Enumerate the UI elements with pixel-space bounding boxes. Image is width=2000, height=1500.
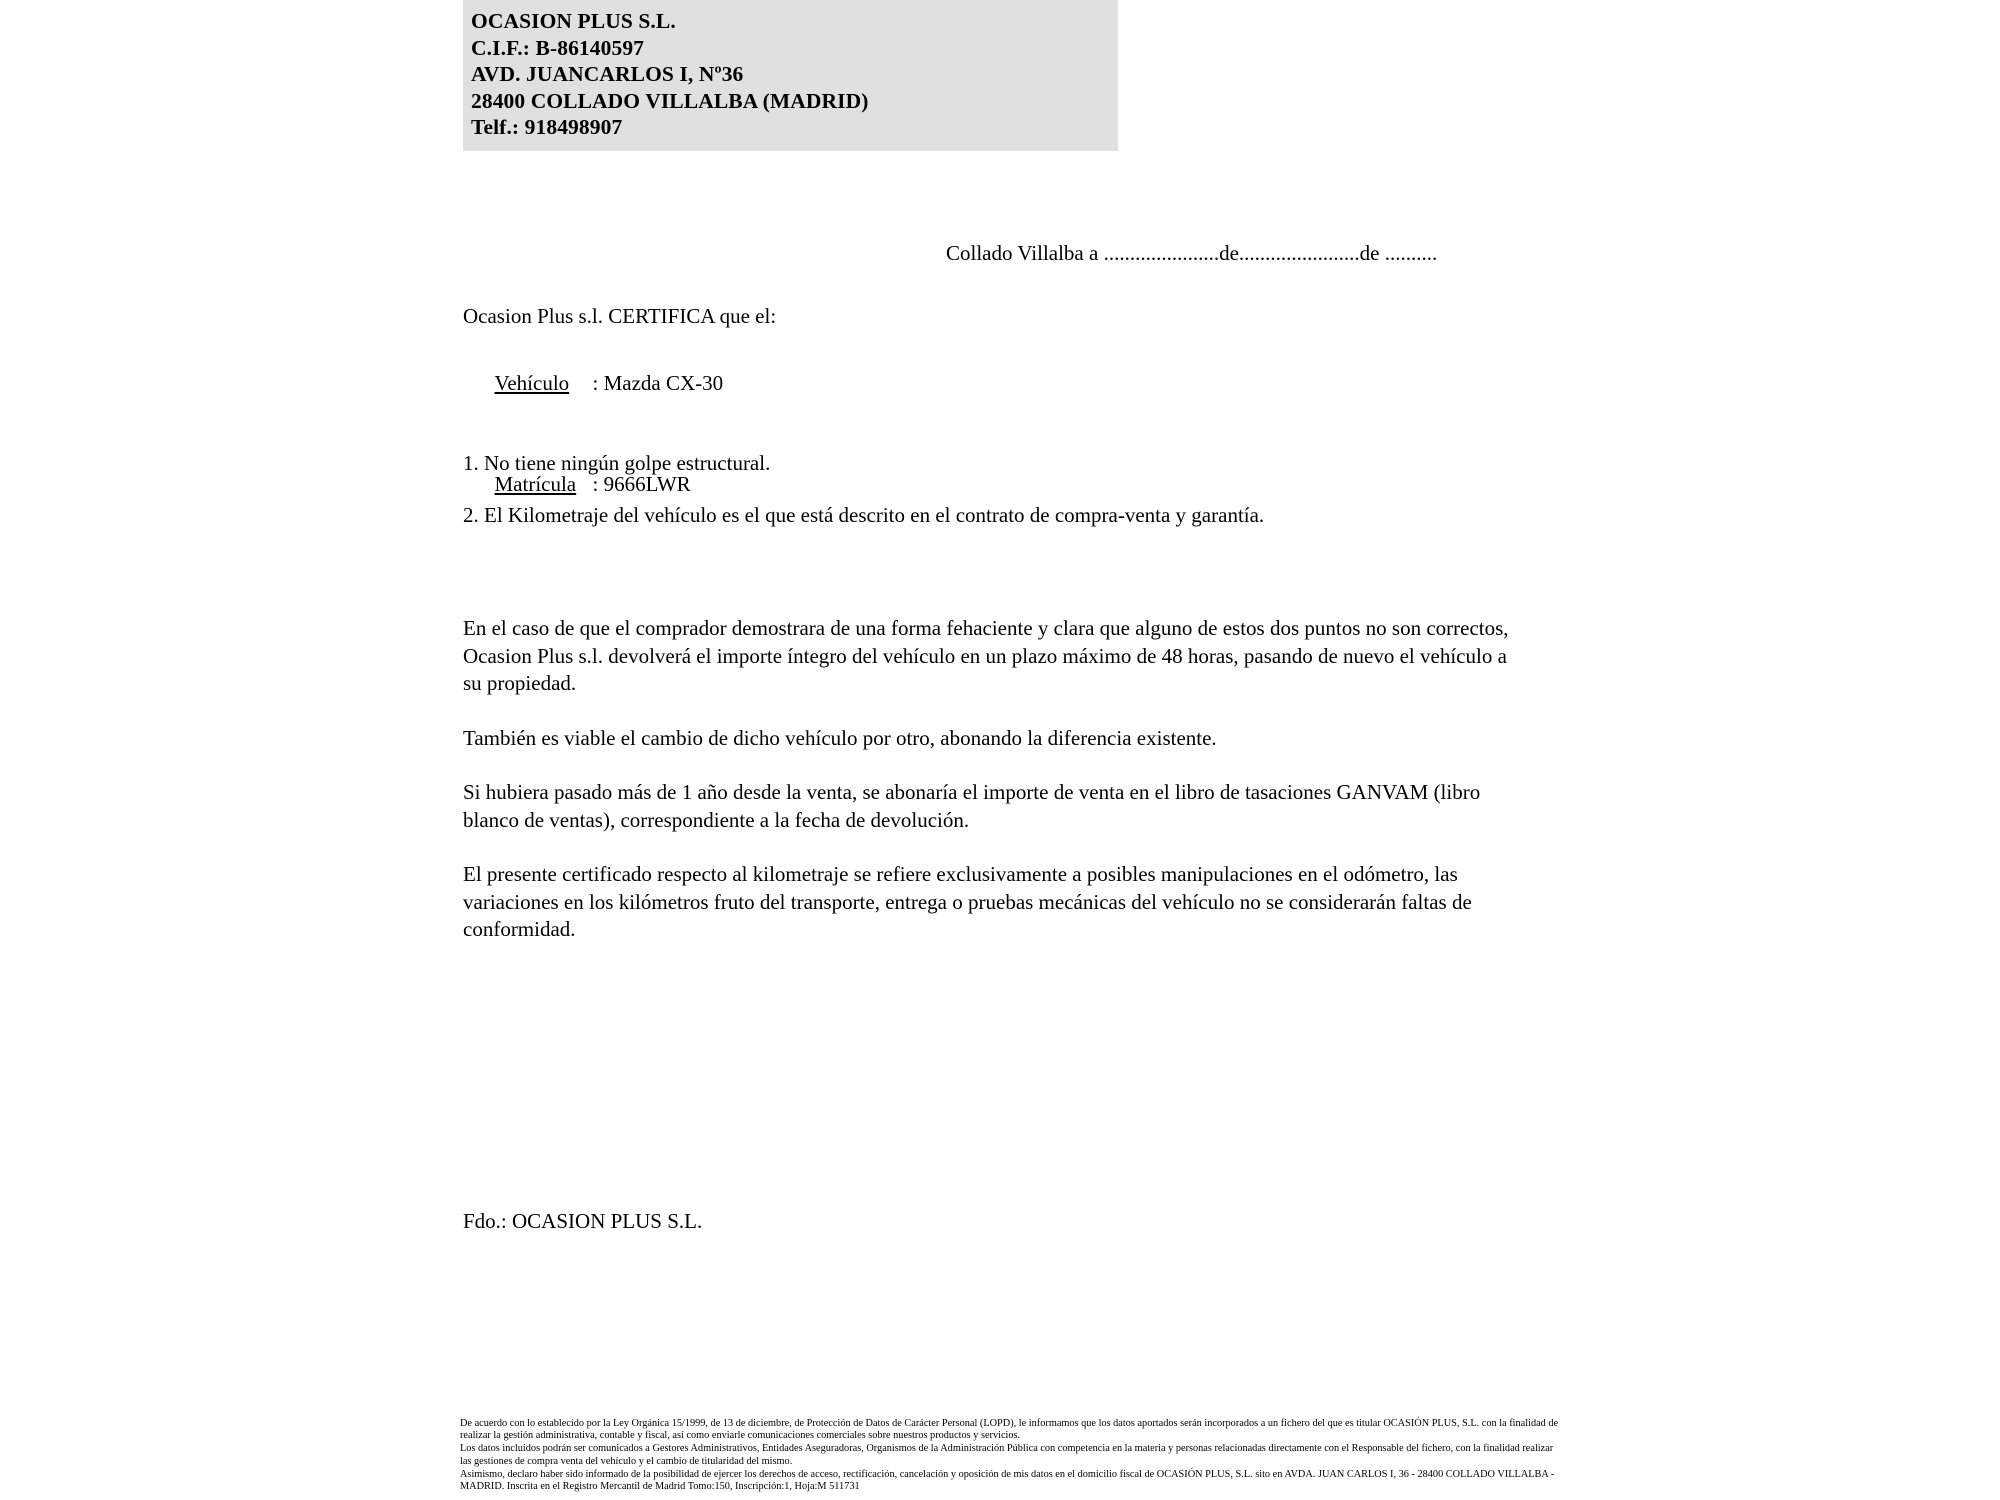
- vehicle-row: [463, 334, 776, 435]
- company-phone: Telf.: 918498907: [471, 115, 623, 139]
- point-item-2: 2. El Kilometraje del vehículo es el que está descrito en el contrato de compra-venta y garantía.: [463, 503, 1265, 527]
- plate-label: Matrícula: [494, 471, 577, 496]
- vehicle-label: Vehículo: [494, 371, 570, 395]
- signature-line: Fdo.: OCASION PLUS S.L.: [463, 1209, 703, 1233]
- point-item-1: 1. No tiene ningún golpe estructural.: [463, 451, 771, 475]
- company-cif: C.I.F.: B-86140597: [471, 35, 645, 60]
- company-city: 28400 COLLADO VILLALBA (MADRID): [471, 88, 869, 113]
- legal-paragraph-1: De acuerdo con lo establecido por la Ley Orgánica 15/1999, de 13 de diciembre, de Protección de Datos de Carácter Personal (LOPD), le informamos que los datos aportados serán incorporados a un fichero del que es titular OCASIÓN PLUS, S.L. con la finalidad de realizar la gestión administrativa, contable y fiscal, así como enviarle comunicaciones comerciales sobre nuestros productos y servicios.: [460, 1418, 1559, 1442]
- points-list: [463, 450, 1563, 554]
- vehicle-value: : Mazda CX-30: [592, 371, 724, 395]
- plate-value: : 9666LWR: [592, 471, 691, 496]
- body-paragraph-4: El presente certificado respecto al kilometraje se refiere exclusivamente a posibles manipulaciones en el odómetro, las variaciones en los kilómetros fruto del transporte, entrega o pruebas mecánicas del vehículo no se considerarán faltas de conformidad.: [463, 862, 1472, 941]
- letterhead-block: [463, 0, 1118, 151]
- legal-paragraph-2: Los datos incluidos podrán ser comunicados a Gestores Administrativos, Entidades Aseguradoras, Organismos de la Administración Pública con competencia en la materia y personas relacionadas directamente con el Responsable del fichero, con la finalidad realizar las gestiones de compra venta del vehículo y el cambio de titularidad del mismo.: [460, 1443, 1554, 1467]
- date-line: Collado Villalba a ......................de.......................de ..........: [946, 241, 1438, 265]
- body-paragraphs: [463, 615, 1528, 971]
- body-paragraph-2: También es viable el cambio de dicho vehículo por otro, abonando la diferencia existente.: [463, 725, 1217, 750]
- company-address: AVD. JUANCARLOS I, Nº36: [471, 62, 744, 86]
- body-paragraph-3: Si hubiera pasado más de 1 año desde la venta, se abonaría el importe de venta en el libro de tasaciones GANVAM (libro blanco de ventas), correspondiente a la fecha de devolución.: [463, 780, 1481, 832]
- company-name: OCASION PLUS S.L.: [471, 9, 676, 33]
- legal-paragraph-3: Asimismo, declaro haber sido informado de la posibilidad de ejercer los derechos de acceso, rectificación, cancelación y oposición de mis datos en el domicilio fiscal de OCASIÓN PLUS, S.L. sito en AVDA. JUAN CARLOS I, 36 - 28400 COLLADO VILLALBA - MADRID. Inscrita en el Registro Mercantil de Madrid Tomo:150, Inscripción:1, Hoja:M 511731: [460, 1468, 1555, 1493]
- body-paragraph-1: En el caso de que el comprador demostrara de una forma fehaciente y clara que alguno de estos dos puntos no son correctos, Ocasion Plus s.l. devolverá el importe íntegro del vehículo en un plazo máximo de 48 horas, pasando de nuevo el vehículo a su propiedad.: [463, 616, 1509, 695]
- legal-notice: [460, 1418, 1560, 1494]
- certification-intro: Ocasion Plus s.l. CERTIFICA que el:: [463, 304, 777, 328]
